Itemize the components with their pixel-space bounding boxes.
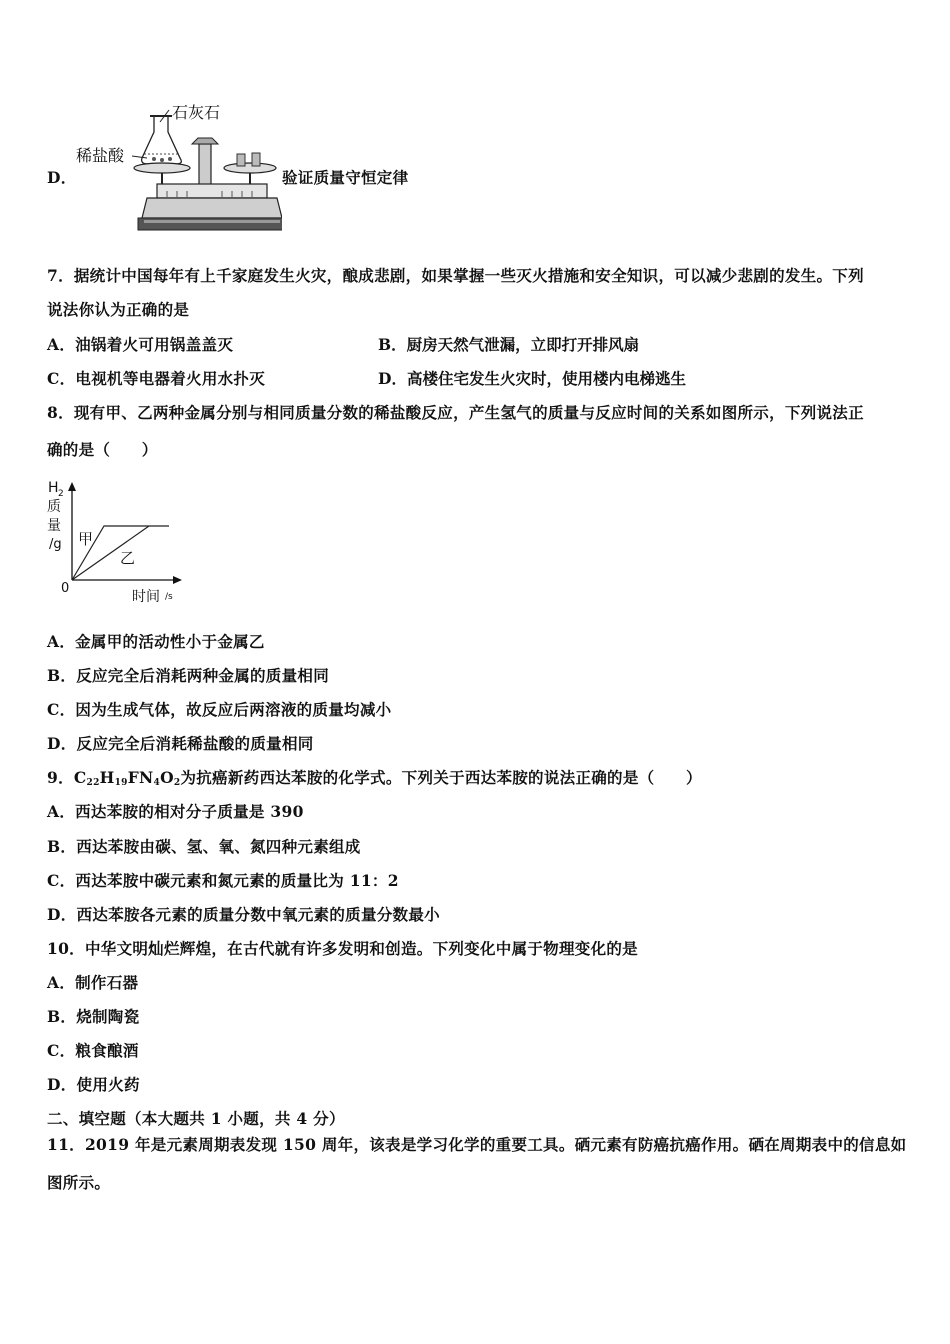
formula-c-sub: 22	[86, 778, 100, 788]
q10-option-d: D．使用火药	[47, 1075, 140, 1094]
q10-option-b: B．烧制陶瓷	[47, 1007, 140, 1026]
graph-y-label-h: H	[48, 480, 59, 496]
q8-option-d: D．反应完全后消耗稀盐酸的质量相同	[47, 734, 314, 753]
series-label-yi: 乙	[120, 549, 136, 567]
q7-stem-line2: 说法你认为正确的是	[47, 300, 190, 319]
q9-option-b: B．西达苯胺由碳、氢、氧、氮四种元素组成	[47, 837, 361, 856]
q8-stem-line2: 确的是（ ）	[47, 440, 158, 459]
h2-mass-time-graph	[44, 478, 194, 606]
q9-stem	[47, 766, 702, 788]
formula-o: O	[160, 768, 174, 787]
q6-option-d-text: 验证质量守恒定律	[282, 168, 409, 187]
graph-y-label-liang: 量	[47, 518, 61, 534]
q10-option-a: A．制作石器	[47, 973, 139, 992]
q11-stem-line2: 图所示。	[47, 1173, 111, 1192]
fig-label-limestone: 石灰石	[172, 103, 221, 122]
q8-stem-line1: 8．现有甲、乙两种金属分别与相同质量分数的稀盐酸反应，产生氢气的质量与反应时间的关系如图所示，下列说法正	[47, 403, 864, 422]
q7-option-c: C．电视机等电器着火用水扑灭	[47, 369, 266, 388]
q9-option-c: C．西达苯胺中碳元素和氮元素的质量比为 11：2	[47, 871, 399, 890]
graph-x-label: 时间	[132, 589, 160, 605]
formula-fn: FN	[127, 768, 154, 787]
q7-option-a: A．油锅着火可用锅盖盖灭	[47, 335, 234, 354]
q7-option-d: D．高楼住宅发生火灾时，使用楼内电梯逃生	[378, 369, 686, 388]
series-label-jia: 甲	[78, 530, 94, 548]
graph-y-label-sub: 2	[58, 489, 64, 499]
formula-c: C	[73, 768, 87, 787]
q8-option-c: C．因为生成气体，故反应后两溶液的质量均减小	[47, 700, 392, 719]
formula-h-sub: 19	[114, 778, 128, 788]
q9-option-a: A．西达苯胺的相对分子质量是 390	[47, 802, 304, 821]
formula-fn-sub: 4	[153, 778, 161, 788]
fig-label-hcl: 稀盐酸	[76, 146, 125, 165]
q9-stem-rest: 为抗癌新药西达苯胺的化学式。下列关于西达苯胺的说法正确的是（ ）	[180, 768, 702, 787]
q7-option-b: B．厨房天然气泄漏，立即打开排风扇	[378, 335, 640, 354]
graph-origin: 0	[61, 581, 70, 596]
formula-h: H	[99, 768, 115, 787]
q9-number: 9．	[47, 768, 74, 787]
q9-option-d: D．西达苯胺各元素的质量分数中氧元素的质量分数最小	[47, 905, 440, 924]
graph-y-label-zhi: 质	[47, 499, 61, 515]
balance-figure	[72, 98, 282, 236]
q8-option-a: A．金属甲的活动性小于金属乙	[47, 632, 265, 651]
q6-option-d-letter: D．	[47, 168, 77, 187]
section2-heading: 二、填空题（本大题共 1 小题，共 4 分）	[47, 1109, 345, 1128]
q10-option-c: C．粮食酿酒	[47, 1041, 139, 1060]
q11-stem-line1: 11．2019 年是元素周期表发现 150 周年，该表是学习化学的重要工具。硒元素有防癌抗癌作用。硒在周期表中的信息如	[47, 1135, 907, 1154]
q7-stem-line1: 7．据统计中国每年有上千家庭发生火灾，酿成悲剧，如果掌握一些灭火措施和安全知识，可以减少悲剧的发生。下列	[47, 266, 864, 285]
formula-o-sub: 2	[173, 778, 181, 788]
graph-x-unit: /s	[165, 592, 173, 602]
graph-y-label-unit: /g	[49, 537, 62, 552]
q8-option-b: B．反应完全后消耗两种金属的质量相同	[47, 666, 330, 685]
q10-stem: 10．中华文明灿烂辉煌，在古代就有许多发明和创造。下列变化中属于物理变化的是	[47, 939, 638, 958]
